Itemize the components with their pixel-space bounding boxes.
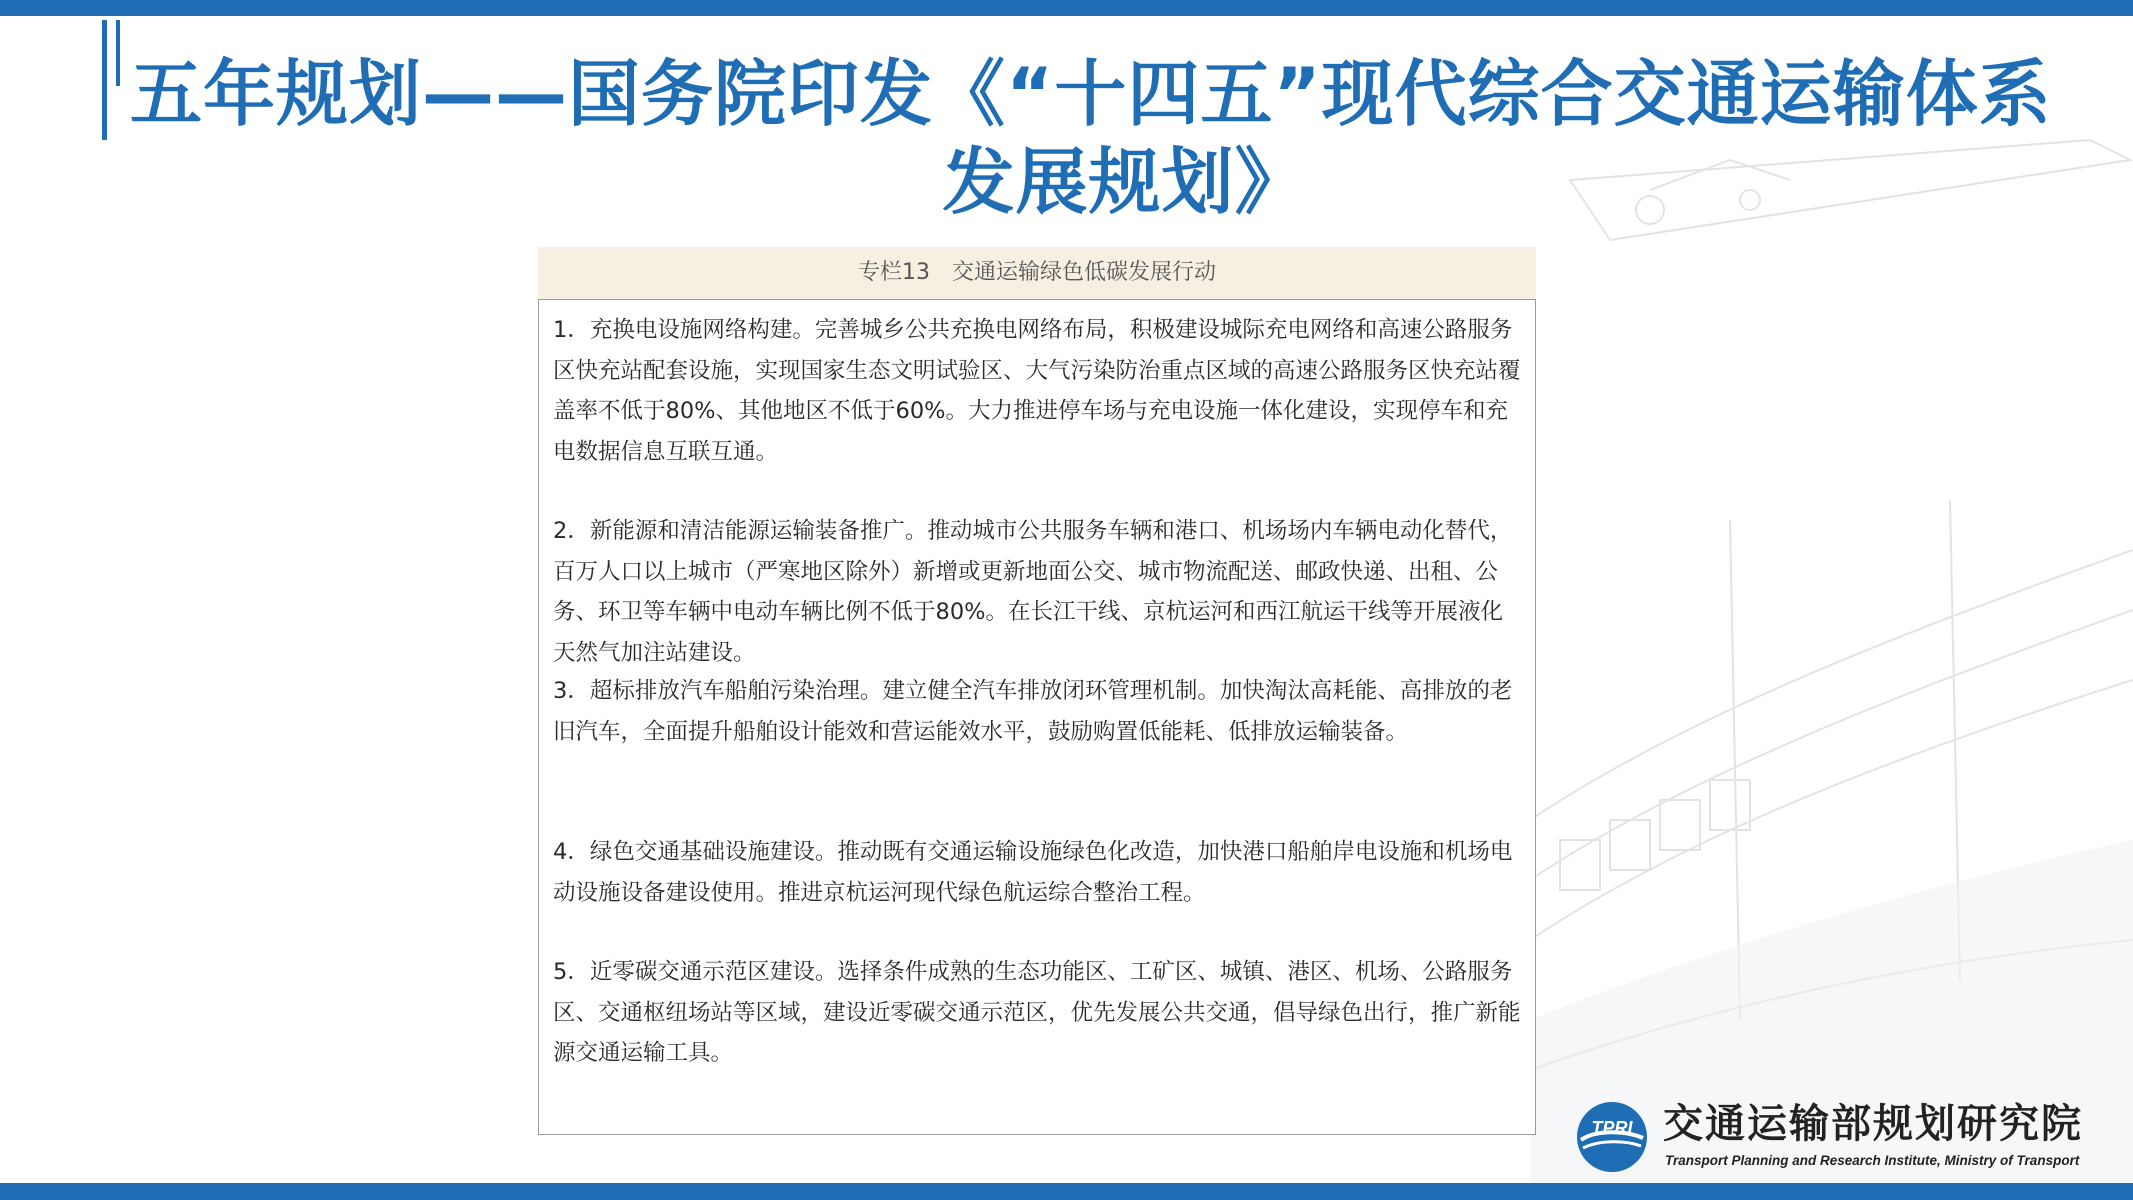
tpri-emblem-icon bbox=[1575, 1100, 1649, 1174]
column-body bbox=[538, 299, 1536, 1135]
top-accent-bar bbox=[0, 0, 2133, 16]
column-header: 专栏13 交通运输绿色低碳发展行动 bbox=[538, 247, 1536, 299]
action-item-2: 2．新能源和清洁能源运输装备推广。推动城市公共服务车辆和港口、机场场内车辆电动化替代，百万人口以上城市（严寒地区除外）新增或更新地面公交、城市物流配送、邮政快递、出租、公务、环卫等车辆中电动车辆比例不低于80%。在长江干线、京杭运河和西江航运干线等开展液化天然气加注站建设。 bbox=[553, 518, 1513, 666]
title-accent-line-short bbox=[116, 20, 120, 86]
institute-logo bbox=[1575, 1098, 2125, 1178]
action-item-1: 1．充换电设施网络构建。完善城乡公共充换电网络布局，积极建设城际充电网络和高速公路服务区快充站配套设施，实现国家生态文明试验区、大气污染防治重点区域的高速公路服务区快充站覆盖率不低于80%、其他地区不低于60%。大力推进停车场与充电设施一体化建设，实现停车和充电数据信息互联互通。 bbox=[553, 317, 1521, 465]
slide-title-line1: 五年规划——国务院印发《“十四五”现代综合交通运输体系 bbox=[130, 52, 2052, 136]
title-accent-line bbox=[102, 20, 107, 140]
action-item-4: 4．绿色交通基础设施建设。推动既有交通运输设施绿色化改造，加快港口船舶岸电设施和机场电动设施设备建设使用。推进京杭运河现代绿色航运综合整治工程。 bbox=[553, 839, 1513, 906]
column-13-box bbox=[538, 247, 1536, 1135]
action-item-5: 5．近零碳交通示范区建设。选择条件成熟的生态功能区、工矿区、城镇、港区、机场、公路服务区、交通枢纽场站等区域，建设近零碳交通示范区，优先发展公共交通，倡导绿色出行，推广新能源交通运输工具。 bbox=[553, 959, 1521, 1066]
institute-name-en: Transport Planning and Research Institute, Ministry of Transport bbox=[1665, 1153, 2080, 1168]
train-illustration bbox=[1530, 120, 2133, 1183]
slide-title bbox=[130, 50, 2060, 226]
svg-text:TPRI: TPRI bbox=[1591, 1118, 1633, 1138]
action-item-3: 3．超标排放汽车船舶污染治理。建立健全汽车排放闭环管理机制。加快淘汰高耗能、高排放的老旧汽车，全面提升船舶设计能效和营运能效水平，鼓励购置低能耗、低排放运输装备。 bbox=[553, 678, 1513, 745]
bottom-accent-bar bbox=[0, 1183, 2133, 1200]
institute-name-cn: 交通运输部规划研究院 bbox=[1663, 1101, 2083, 1147]
slide-title-line2: 发展规划》 bbox=[942, 140, 1308, 224]
